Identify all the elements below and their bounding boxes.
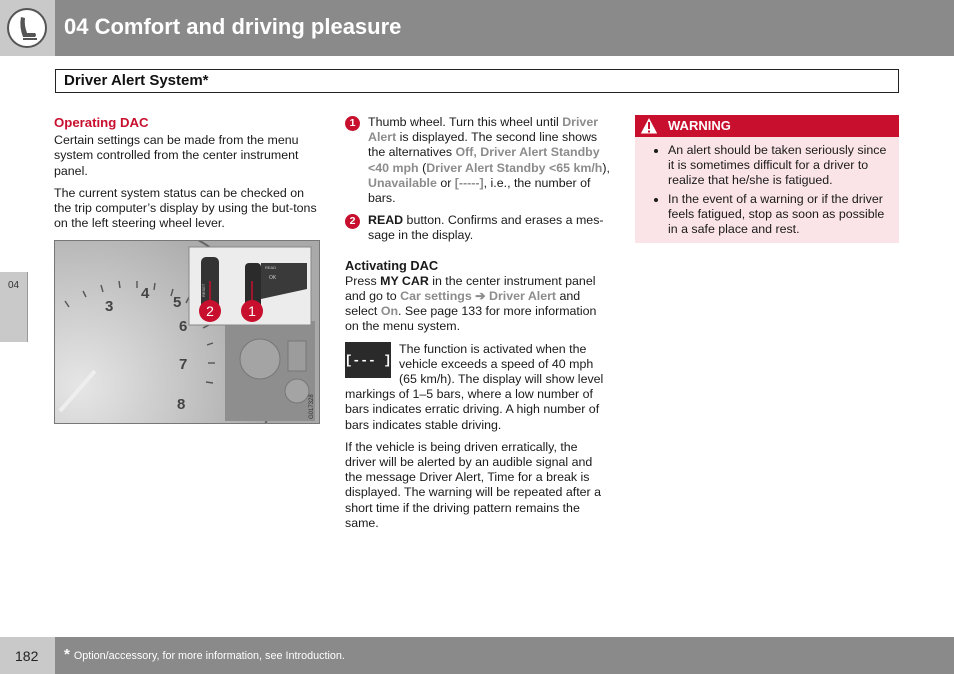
bar-display-symbol (345, 342, 391, 378)
menu-text-driver-alert: Driver Alert (368, 115, 599, 145)
lever-inset (189, 247, 311, 325)
heading-operating-dac: Operating DAC (54, 115, 149, 130)
speedo-number-3: 3 (105, 298, 114, 315)
menu-text-on: On (380, 304, 399, 319)
lever-mark-ok: OK (269, 275, 277, 281)
menu-text-driver-alert-2: Driver Alert (489, 289, 557, 304)
menu-text-off: Off (455, 145, 474, 160)
instrument-cluster-drawing (55, 241, 319, 423)
menu-text-bars: [-----] (454, 175, 484, 190)
menu-text-standby-kmh: Driver Alert Standby <65 km/h (426, 160, 603, 175)
paragraph-settings: Certain settings can be made from the menu system controlled from the center instrument panel. (54, 133, 299, 178)
paragraph-erratic: If the vehicle is being driven erratically, the driver will be alerted by an audible signal and the message Driver Alert, Time for a break is displayed. The warning will be repeated after a short time if the driving pattern remains the same. (345, 439, 601, 530)
text-segment: ( (418, 160, 427, 175)
speedo-number-8: 8 (177, 396, 186, 413)
callout-badge-2: 2 (345, 214, 360, 229)
warning-triangle-icon (639, 116, 659, 135)
warning-box (635, 115, 899, 243)
text-segment: is displayed. The second line shows the alternatives (368, 130, 598, 160)
footnote-star: * (64, 646, 70, 663)
menu-text-car-settings: Car settings (400, 289, 472, 304)
callout-description-1 (345, 115, 610, 206)
chapter-icon-box (0, 0, 55, 56)
paragraph-activate (345, 274, 610, 335)
text-segment: , i.e., the number of bars. (368, 175, 591, 206)
column-dac-controls (345, 115, 610, 538)
text-segment: . See page 133 for more information on the menu system. (345, 304, 597, 334)
callout-number-2: 2 (206, 303, 214, 319)
lever-mark-reset: RESET (201, 283, 206, 297)
menu-text-standby-mph: Driver Alert Standby <40 mph (368, 145, 600, 175)
warning-item: • An alert should be taken seriously since it is sometimes difficult for a driver to realize that he/she is fatigued. (668, 143, 891, 188)
read-button-label: READ (368, 213, 404, 228)
callout-description-2 (345, 213, 610, 243)
speedo-number-7: 7 (179, 356, 188, 373)
text-segment: Thumb wheel. Turn this wheel until (368, 115, 563, 129)
text-segment: in the center instrument panel and go to (345, 273, 596, 304)
lever-mark-read: READ (265, 265, 277, 270)
column-operating-dac (54, 115, 319, 238)
speedo-number-4: 4 (141, 285, 150, 302)
seat-icon (0, 0, 55, 56)
illustration-code: G017328 (309, 394, 315, 419)
warning-title: WARNING (668, 118, 731, 133)
page-number: 182 (15, 648, 39, 664)
speedo-number-6: 6 (179, 318, 188, 335)
chapter-side-tab-label: 04 (8, 280, 20, 291)
chapter-title: 04 Comfort and driving pleasure (64, 14, 402, 39)
section-title: Driver Alert System* (64, 72, 209, 89)
display-info-block (345, 342, 610, 440)
warning-header (635, 115, 899, 137)
warning-item: • In the event of a warning or if the driver feels fatigued, stop as soon as possible in a safe place and rest. (668, 192, 891, 237)
warning-list (635, 143, 899, 237)
footnote-text: Option/accessory, for more information, see Introduction. (73, 650, 345, 662)
menu-arrow-icon: ➔ (471, 289, 490, 304)
callout-badge-1: 1 (345, 116, 360, 131)
menu-text-unavailable: Unavailable (368, 175, 437, 190)
paragraph-function: The function is activated when the vehicle exceeds a speed of 40 mph (65 km/h). The display will show level markings of 1–5 bars, where a low number of bars indicates erratic driving. A high number of bars indicates stable driving. (345, 341, 604, 432)
bar-display-icon (345, 342, 391, 378)
text-segment: Press (345, 273, 381, 288)
text-segment: , (473, 145, 481, 160)
speedo-number-5: 5 (173, 294, 182, 311)
paragraph-status: The current system status can be checked on the trip computer’s display by using the but-tons on the left steering wheel lever. (54, 185, 317, 231)
text-segment: and select (345, 289, 581, 319)
steering-lever-illustration (54, 240, 320, 424)
callout-number-1: 1 (248, 303, 256, 319)
text-segment: button. Confirms and erases a mes-sage in the display. (368, 213, 604, 243)
heading-activating-dac: Activating DAC (345, 257, 439, 273)
footnote (64, 646, 345, 663)
my-car-label: MY CAR (380, 273, 429, 288)
text-segment: ), (602, 160, 610, 175)
bar-display-text: [--- ] (345, 352, 391, 368)
text-segment: or (436, 175, 455, 190)
